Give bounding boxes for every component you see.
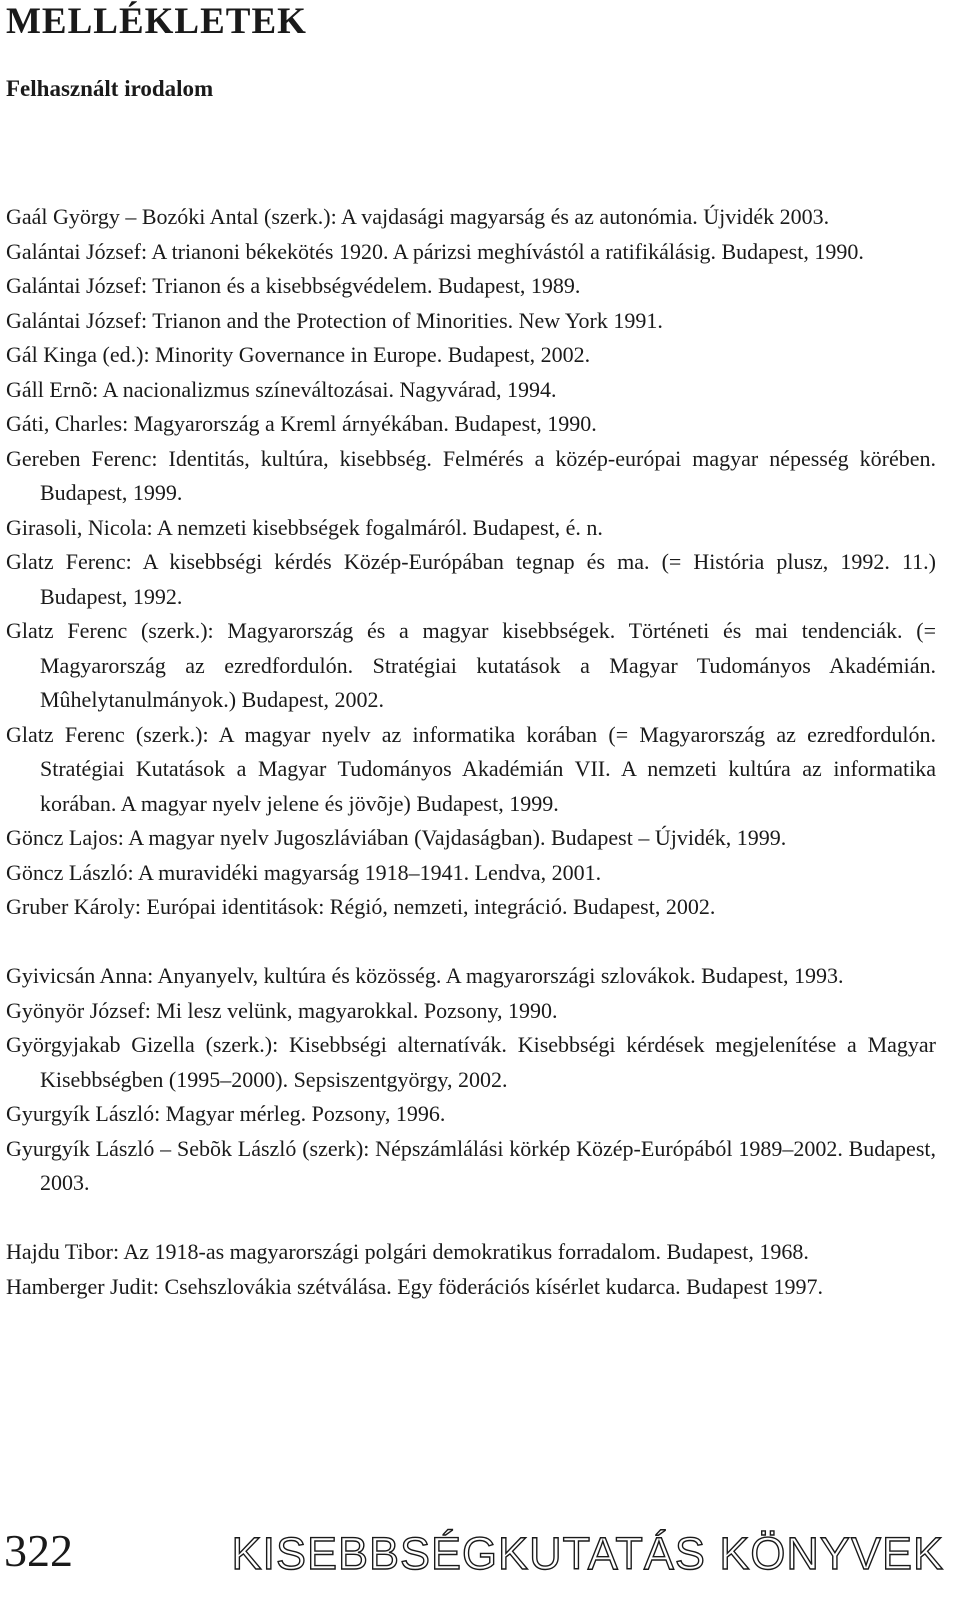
bibliography-entry: Girasoli, Nicola: A nemzeti kisebbségek fogalmáról. Budapest, é. n.	[6, 514, 603, 540]
bibliography-entry: Glatz Ferenc: A kisebbségi kérdés Közép-Európában tegnap és ma. (= História plusz, 1992. 11.) Budapest, 1992.	[6, 549, 936, 609]
bibliography-entry: Györgyjakab Gizella (szerk.): Kisebbségi alternatívák. Kisebbségi kérdések megjelenítése a Magyar Kisebbségben (1995–2000). Sepsiszentgyörgy, 2002.	[6, 1032, 936, 1092]
bibliography-entry: Hamberger Judit: Csehszlovákia szétválása. Egy föderációs kísérlet kudarca. Budapest 1997.	[6, 1273, 824, 1299]
bibliography-entry: Göncz Lajos: A magyar nyelv Jugoszláviában (Vajdaságban). Budapest – Újvidék, 1999.	[6, 825, 787, 850]
bibliography-entry: Galántai József: A trianoni békekötés 1920. A párizsi meghívástól a ratifikálásig. Budapest, 1990.	[6, 238, 864, 264]
bibliography-entry: Hajdu Tibor: Az 1918-as magyarországi polgári demokratikus forradalom. Budapest, 1968.	[6, 1239, 809, 1264]
bibliography-entry: Glatz Ferenc (szerk.): Magyarország és a magyar kisebbségek. Történeti és mai tendenciák. (= Magyarország az ezredfordulón. Stratégiai kutatások a Magyar Tudományos Akadémián. Mûhelytanulmányok.) Budapest, 2002.	[6, 618, 936, 712]
bibliography-entry: Gáti, Charles: Magyarország a Kreml árnyékában. Budapest, 1990.	[6, 411, 597, 436]
bibliography-entry: Gáll Ernõ: A nacionalizmus színeváltozásai. Nagyvárad, 1994.	[6, 376, 557, 402]
bibliography-list	[6, 200, 936, 1304]
bibliography-entry: Gruber Károly: Európai identitások: Régió, nemzeti, integráció. Budapest, 2002.	[6, 894, 716, 919]
bibliography-entry: Galántai József: Trianon és a kisebbségvédelem. Budapest, 1989.	[6, 273, 581, 298]
bibliography-entry: Gál Kinga (ed.): Minority Governance in Europe. Budapest, 2002.	[6, 342, 591, 367]
bibliography-entry: Gyurgyík László – Sebõk László (szerk): Népszámlálási körkép Közép-Európából 1989–2002. Budapest, 2003.	[6, 1135, 936, 1195]
bibliography-entry: Gereben Ferenc: Identitás, kultúra, kisebbség. Felmérés a közép-európai magyar népesség körében. Budapest, 1999.	[6, 445, 936, 505]
bibliography-entry: Gyurgyík László: Magyar mérleg. Pozsony, 1996.	[6, 1101, 446, 1126]
bibliography-entry: Gyönyör József: Mi lesz velünk, magyarokkal. Pozsony, 1990.	[6, 997, 558, 1023]
bibliography-entry: Göncz László: A muravidéki magyarság 1918–1941. Lendva, 2001.	[6, 859, 602, 885]
bibliography-entry: Gaál György – Bozóki Antal (szerk.): A vajdasági magyarság és az autonómia. Újvidék 2003.	[6, 204, 830, 229]
bibliography-entry: Gyivicsán Anna: Anyanyelv, kultúra és közösség. A magyarországi szlovákok. Budapest, 1993.	[6, 963, 844, 988]
page-number: 322	[4, 1525, 73, 1576]
bibliography-entry: Galántai József: Trianon and the Protection of Minorities. New York 1991.	[6, 307, 663, 333]
section-title: Felhasznált irodalom	[6, 76, 214, 101]
series-title: KISEBBSÉGKUTATÁS KÖNYVEK	[231, 1528, 944, 1579]
bibliography-entry: Glatz Ferenc (szerk.): A magyar nyelv az informatika korában (= Magyarország az ezredfordulón. Stratégiai Kutatások a Magyar Tudományos Akadémián VII. A nemzeti kultúra az informatika korában. A magyar nyelv jelene és jövõje) Budapest, 1999.	[6, 721, 936, 816]
page-title: MELLÉKLETEK	[6, 1, 307, 42]
